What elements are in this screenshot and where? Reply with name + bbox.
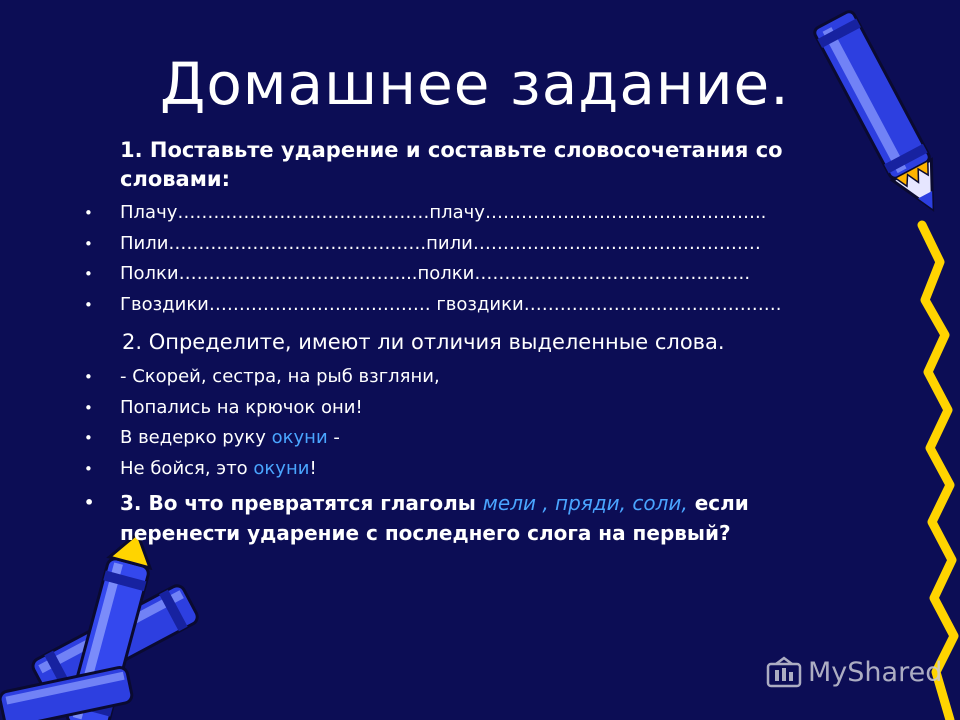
watermark-logo-icon: [766, 656, 802, 688]
task-1-word-list: [84, 198, 781, 320]
bullet: •: [84, 429, 93, 447]
task-2-heading: 2. Определите, имеют ли отличия выделенные слова.: [122, 330, 725, 354]
bullet: •: [84, 234, 93, 253]
poem-line: • Не бойся, это окуни!: [84, 454, 440, 485]
bullet: •: [84, 295, 93, 314]
bullet: •: [84, 265, 93, 283]
bullet: •: [84, 459, 93, 478]
bullet: •: [84, 204, 93, 222]
crayons-bottom-left: [0, 528, 200, 720]
highlighted-verbs: мели , пряди, соли,: [482, 491, 688, 515]
bullet: •: [84, 368, 93, 386]
bullet: •: [84, 493, 95, 512]
slide-title: Домашнее задание.: [160, 50, 790, 118]
list-item: • Полки………………………………....полки……………………………………….: [84, 259, 781, 290]
task-3-text: 3. Во что превратятся глаголы мели , пряди, соли, если перенести ударение с последнего слога на первый?: [120, 491, 749, 545]
list-item: • Гвоздики………………………………. гвоздики…………………………………….: [84, 290, 781, 321]
highlighted-word: окуни: [253, 457, 310, 479]
yellow-zigzag: [922, 225, 954, 720]
highlighted-word: окуни: [271, 427, 328, 448]
poem-line: • - Скорей, сестра, на рыб взгляни,: [84, 362, 440, 393]
task-2-poem: [84, 362, 440, 484]
list-item: • Плачу……………………………………плачу………………………………………..: [84, 198, 781, 229]
watermark-text: MyShared: [808, 656, 943, 688]
task-1-heading: 1. Поставьте ударение и составьте словосочетания со словами:: [120, 138, 783, 191]
list-item: • Пили…………………………………….пили…………………………………………: [84, 229, 781, 260]
poem-line: • В ведерко руку окуни -: [84, 423, 440, 454]
task-3: [84, 488, 854, 548]
bullet: •: [84, 398, 93, 417]
watermark: [766, 656, 942, 688]
poem-line: • Попались на крючок они!: [84, 393, 440, 424]
